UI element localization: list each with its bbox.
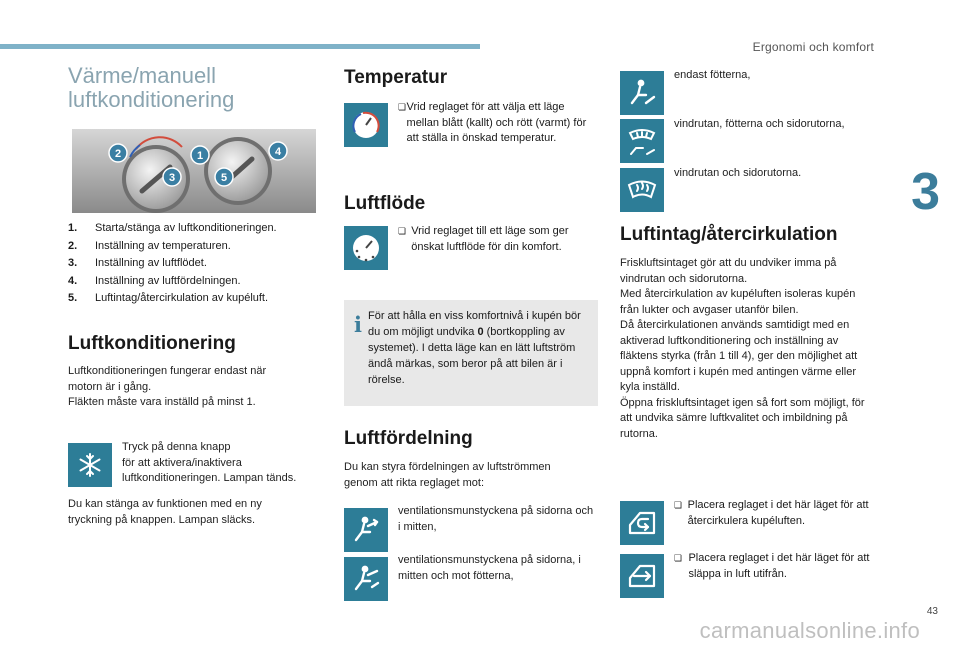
heading-temperatur: Temperatur: [344, 67, 448, 88]
face-vent-icon: [344, 508, 388, 552]
heading-luftfordelning: Luftfördelning: [344, 428, 473, 449]
dist-option-5: vindrutan och sidorutorna.: [674, 167, 802, 179]
ac-button-text: Tryck på denna knapp för att aktivera/inaktivera luftkonditioneringen. Lampan tänds.: [122, 441, 297, 484]
page-number: 43: [926, 606, 938, 617]
dist-option-4: vindrutan, fötterna och sidorutorna,: [674, 118, 845, 130]
face-feet-vent-icon: [344, 557, 388, 601]
heading-luftkonditionering: Luftkonditionering: [68, 333, 236, 354]
panel-legend-list: [68, 220, 318, 308]
fresh-bullet: ❏ Placera reglaget i det här läget för att släppa in luft utifrån.: [674, 552, 870, 580]
callout-5: 5: [220, 172, 228, 184]
callout-3: 3: [168, 172, 176, 184]
list-item: 3. Inställning av luftflödet.: [68, 257, 207, 269]
windscreen-feet-icon: [620, 119, 664, 163]
info-text: För att hålla en viss komfortnivå i kupén bör du om möjligt undvika 0 (bortkoppling av systemet). I detta läge kan en lätt luftström ändå märkas, som beror på att bilen är i rörelse.: [368, 310, 581, 386]
recirculation-icon: [620, 501, 664, 545]
intake-paragraph: Friskluftsintaget gör att du undviker imma på vindrutan och sidorutorna. Med återcirkulation av kupéluften isoleras kupén från lukter och avgaser utanför bilen. Då återcirkulationen används samtidigt med en aktiverad luftkonditionering och inställning av fläktens styrka (från 1 till 4), ger den möjlighet att uppnå komfort i kupén med antingen värme eller kyla inställd. Öppna friskluftsintaget igen så fort som möjligt, för att undvika sämre luftkvalitet och imbildning på rutorna.: [620, 257, 865, 440]
snowflake-icon: [68, 443, 112, 487]
section-title: Ergonomi och komfort: [752, 40, 874, 54]
heading-luftintag: Luftintag/återcirkulation: [620, 224, 838, 245]
list-item: 2. Inställning av temperaturen.: [68, 239, 231, 252]
ac-off-text: Du kan stänga av funktionen med en ny tryckning på knappen. Lampan släcks.: [68, 498, 262, 526]
callout-4: 4: [274, 146, 282, 158]
callout-1: 1: [196, 150, 204, 162]
ac-paragraph: Luftkonditioneringen fungerar endast när motorn är i gång. Fläkten måste vara inställd på minst 1.: [68, 365, 267, 408]
heading-luftflode: Luftflöde: [344, 193, 426, 214]
recirc-bullet: ❏ Placera reglaget i det här läget för att återcirkulera kupéluften.: [674, 499, 869, 527]
header-bar: [0, 44, 480, 49]
windscreen-defrost-icon: [620, 168, 664, 212]
feet-vent-icon: [620, 71, 664, 115]
control-panel-drawing: [72, 129, 316, 213]
dist-option-3: endast fötterna,: [674, 69, 751, 81]
page-title: Värme/manuell luftkonditionering: [68, 63, 235, 112]
list-item: 4. Inställning av luftfördelningen.: [68, 274, 241, 287]
watermark: carmanualsonline.info: [699, 618, 920, 643]
list-item: 5. Luftintag/återcirkulation av kupéluft.: [68, 292, 269, 304]
control-panel-photo: [72, 129, 316, 213]
column-1: [68, 64, 318, 112]
chapter-number: 3: [911, 163, 940, 221]
dist-option-2: ventilationsmunstyckena på sidorna, i mitten och mot fötterna,: [398, 554, 581, 582]
callout-2: 2: [114, 148, 122, 160]
temp-bullet: ❏ Vrid reglaget för att välja ett läge mellan blått (kallt) och rött (varmt) för att ställa in önskad temperatur.: [398, 101, 587, 144]
list-item: 1. Starta/stänga av luftkonditioneringen.: [68, 222, 277, 234]
info-icon: i: [354, 312, 362, 337]
dist-option-1: ventilationsmunstyckena på sidorna och i mitten,: [398, 505, 594, 533]
fresh-air-icon: [620, 554, 664, 598]
temperature-dial-icon: [344, 103, 388, 147]
fan-dial-icon: [344, 226, 388, 270]
flow-bullet: ❏ Vrid reglaget till ett läge som ger önskat luftflöde för din komfort.: [398, 225, 569, 253]
info-box: [344, 300, 598, 406]
distribution-paragraph: Du kan styra fördelningen av luftströmmen genom att rikta reglaget mot:: [344, 461, 551, 489]
